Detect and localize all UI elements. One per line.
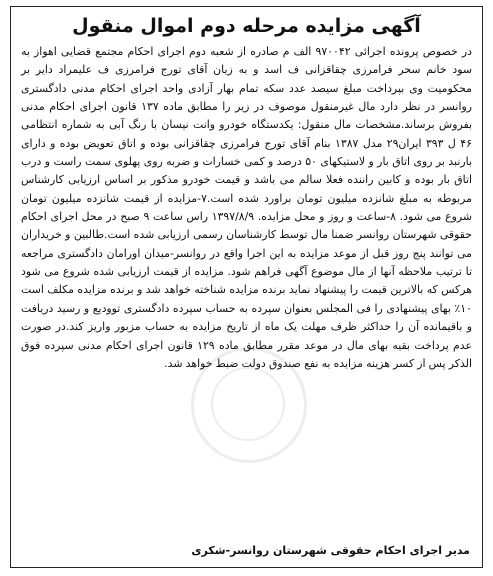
- auction-notice: [10, 6, 483, 568]
- notice-title: آگهی مزایده مرحله دوم اموال منقول: [72, 15, 421, 37]
- notice-body: در خصوص پرونده اجرائی ۹۷۰۰۴۲ الف م صادره از شعبه دوم اجرای احکام مجتمع قضایی اهواز به سود خانم سحر فرامرزی چقاقزانی ف اسد و به زیان آقای تورج فرامرزی ف علیمراد دایر بر محکومیت وی بپرداخت مبلغ سیصد عدد سکه تمام بهار آزادی واحد اجرای احکام مدنی دادگستری روانسر در نظر دارد مال غیرمنقول موصوف در زیر را مطابق ماده ۱۳۷ قانون اجرای احکام مدنی بفروش برساند.مشخصات مال منقول: یکدستگاه خودرو وانت نیسان با رنگ آبی به شماره انتظامی ۴۶ ل ۳۹۳ ایران۲۹ مدل ۱۳۸۷ بنام آقای تورج فرامرزی چقاقزانی بوده و اتاق تعویض بوده و دارای بارنبد بر روی اتاق بار و لاستیکهای ۵۰ درصد و کمی خسارات و ضربه روی پهلوی سمت راست و درب اتاق بار بوده و کابین راننده فعلا سالم می باشد و قیمت خودرو مذکور بر اساس ارزیابی کارشناس مربوطه به مبلغ شانزده میلیون تومان براورد شده است.۷-مزایده از قیمت شانزده میلیون تومان شروع می شود. ۸-ساعت و روز و محل مزایده. ۱۳۹۷/۸/۹ راس ساعت ۹ صبح در محل اجرای احکام حقوقی شهرستان روانسر ضمنا مال توسط کارشناسان رسمی ارزیابی شده است.طالبین و خریداران می توانند پنج روز قبل از موعد مزایده به این اجرا واقع در روانسر-میدان اورامان دادگستری مراجعه تا ترتیب ملاحظه آنها از مال موضوع آگهی فراهم شود. مزایده از قیمت ارزیابی شده شروع می شود هرکس که بالاترین قیمت را پیشنهاد نماید برنده مزایده شناخته خواهد شد و برنده مزایده مکلف است ۱۰٪ بهای پیشنهادی را فی المجلس بعنوان سپرده به حساب سپرده دادگستری توودیع و رسید دریافت و باقیمانده آن را حداکثر ظرف مهلت یک ماه از تاریخ مزایده به حساب مزبور واریز کند.در صورت عدم پرداخت بقیه بهای مال در موعد مقرر مطابق ماده ۱۲۹ قانون اجرای احکام مدنی سپرده فوق الذکر پس از کسر هزینه مزایده به نفع صندوق دولت ضبط خواهد شد.: [21, 45, 473, 370]
- notice-signature: مدیر اجرای احکام حقوقی شهرستان روانسر-شکری: [191, 544, 470, 557]
